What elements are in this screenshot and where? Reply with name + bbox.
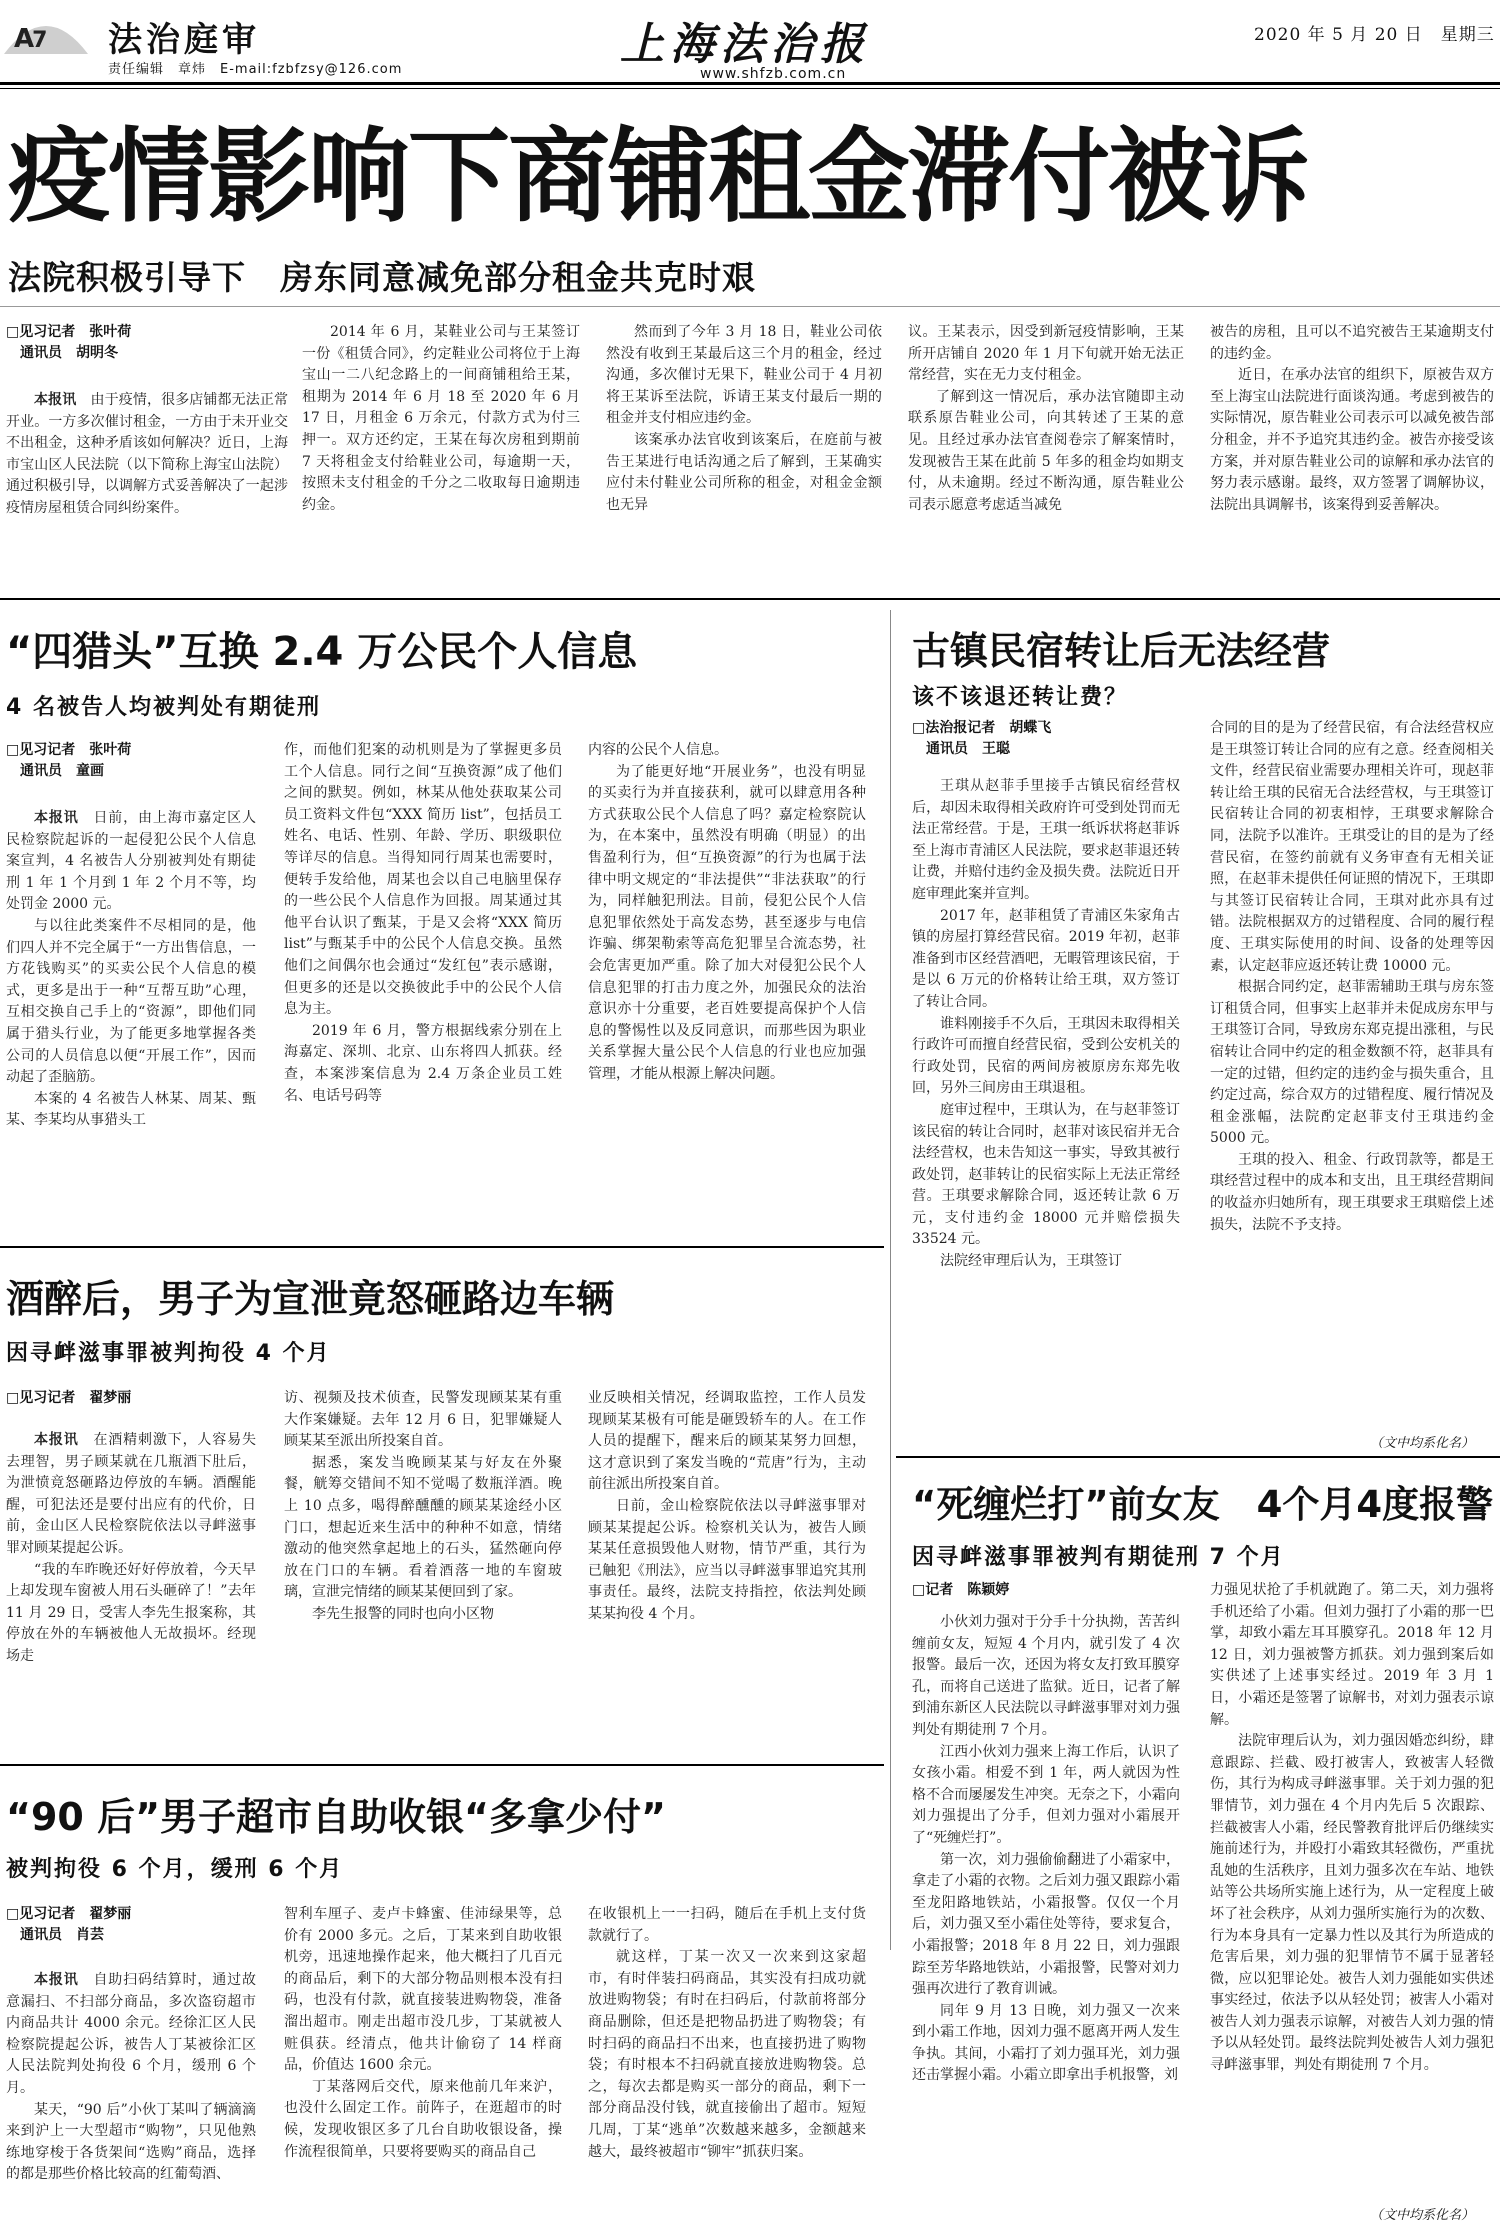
issue-date: 2020 年 5 月 20 日 星期三 [1254,25,1495,45]
story4-headline: 酒醉后，男子为宣泄竟怒砸路边车辆 [6,1277,615,1321]
story5-text-2b: 法院审理后认为，刘力强因婚恋纠纷，肆意跟踪、拦截、殴打被害人，致被害人轻微伤，其行为构成寻衅滋事罪。关于刘力强的犯罪情节，刘力强在 4 个月内先后 5 次跟踪、拦截被害人小霜，经民警教育批评后仍继续实施前述行为，并殴打小霜致其轻微伤，严重扰乱她的生活秩序，且刘力强多次在车站、地铁站等公共场所实施上述行为，从一定程度上破坏了社会秩序，从刘力强所实施行为的次数、行为本身具有一定暴力性以及其行为所造成的危害后果，刘力强的犯罪情节不属于显著轻微，应以犯罪论处。被告人刘力强能如实供述事实经过，依法予以从轻处罚；被害人小霜对被告人刘力强表示谅解，对被告人刘力强的情予以从轻处罚。最终法院判处被告人刘力强犯寻衅滋事罪，判处有期徒刑 7 个月。 [1210,1733,1494,2074]
story3-text-1e: 法院经审理后认为，王琪签订 [940,1253,1122,1270]
page-digit: 7 [32,28,46,53]
story2-column-1 [6,808,256,1230]
story4-reporter: □见习记者 翟梦丽 [6,1390,132,1406]
story1-headline: 疫情影响下商铺租金滞付被诉 [8,118,1308,237]
section-divider-4 [0,1764,884,1766]
story4-text-1a: 在酒精刺激下，人容易失去理智，男子顾某就在几瓶酒下肚后，为泄愤竟怒砸路边停放的车辆。酒醒能醒，可犯法还是要付出应有的代价，日前，金山区人民检察院依法以寻衅滋事罪对顾某提起公诉。 [6,1432,256,1556]
newspaper-logo: 上海法治报 [620,19,870,70]
story4-text-3b: 日前，金山检察院依法以寻衅滋事罪对顾某某提起公诉。检察机关认为，被告人顾某某任意损毁他人财物，情节严重，其行为已触犯《刑法》，应当以寻衅滋事罪追究其刑事责任。最终，法院支持指控，依法判处顾某某拘役 4 个月。 [588,1497,866,1622]
story1-text-5a: 被告的房租，且可以不追究被告王某逾期支付的违约金。 [1210,324,1494,362]
story2-column-2 [284,740,562,1230]
story1-rule [0,306,1500,307]
story4-subheadline: 因寻衅滋事罪被判拘役 4 个月 [6,1341,331,1366]
story2-text-1c: 本案的 4 名被告人林某、周某、甄某、李某均从事猎头工 [6,1090,256,1129]
story4-lead: 本报讯 [34,1432,79,1448]
masthead-rule-thin [0,88,1500,89]
story6-subheadline: 被判拘役 6 个月，缓刑 6 个月 [6,1857,344,1882]
story6-text-3a: 在收银机上一一扫码，随后在手机上支付货款就行了。 [588,1906,866,1944]
story3-text-1d: 庭审过程中，王琪认为，在与赵菲签订该民宿的转让合同时，赵菲对该民宿并无合法经营权，也未告知这一事实，导致其被行政处罚，赵菲转让的民宿实际上无法正常经营。王琪要求解除合同，返还转让款 6 万元，支付违约金 18000 元并赔偿损失 33524 元。 [912,1101,1180,1248]
story3-text-2b: 根据合同约定，赵菲需辅助王琪与房东签订租赁合同，但事实上赵菲并未促成房东甲与王琪签订合同，导致房东郑克提出涨租，与民宿转让合同中约定的租金数额不符，赵菲具有一定的过错，但约定的违约金与损失重合，且约定过高，综合双方的过错程度、履行情况及租金涨幅，法院酌定赵菲支付王琪违约金 5000 元。 [1210,979,1494,1147]
story6-text-2a: 智利车厘子、麦卢卡蜂蜜、佳沛绿果等，总价有 2000 多元。之后，丁某来到自助收银机旁，迅速地操作起来，他大概扫了几百元的商品后，剩下的大部分物品则根本没有扫码，也没有付款，就直接装进购物袋，准备溜出超市。刚走出超市没几步，丁某就被人赃俱获。经清点，他共计偷窃了 14 样商品，价值达 1600 余元。 [284,1906,562,2074]
masthead-rule [0,82,1500,85]
story1-column-5 [1210,322,1494,580]
story5-headline: “死缠烂打”前女友 4个月4度报警 [912,1483,1494,1526]
story1-column-4 [908,322,1184,580]
story6-column-3 [588,1904,866,2226]
story4-column-2 [284,1388,562,1748]
story4-text-1b: “我的车昨晚还好好停放着，今天早上却发现车窗被人用石头砸碎了！”去年 11 月 29 日，受害人李先生报案称，其停放在外的车辆被他人无故损坏。经现场走 [6,1561,256,1664]
story5-text-1c: 第一次，刘力强偷偷翻进了小霜家中，拿走了小霜的衣物。之后刘力强又跟踪小霜至龙阳路地铁站，小霜报警。仅仅一个月后，刘力强又至小霜住处等待，要求复合，小霜报警；2018 年 8 月 22 日，刘力强跟踪至芳华路地铁站，小霜报警，民警对刘力强再次进行了教育训诫。 [912,1851,1180,1998]
story3-text-1b: 2017 年，赵菲租赁了青浦区朱家角古镇的房屋打算经营民宿。2019 年初，赵菲准备到市区经营酒吧，无暇管理该民宿，于是以 6 万元的价格转让给王琪，双方签订了转让合同。 [912,907,1180,1010]
story6-text-2b: 丁某落网后交代，原来他前几年来沪，也没什么固定工作。前阵子，在逛超市的时候，发现收银区多了几台自助收银设备，操作流程很简单，只要将要购买的商品自己 [284,2078,562,2160]
column-divider-right [890,610,891,1950]
story3-pseudonym-note: （文中均系化名） [1370,1436,1475,1451]
story1-column-3 [606,322,882,580]
story4-text-2c: 李先生报警的同时也向小区物 [312,1605,494,1622]
story2-text-2a: 作，而他们犯案的动机则是为了掌握更多员工个人信息。同行之间“互换资源”成了他们之间的默契。例如，林某从他处获取某公司员工资料文件包“XXX 简历 list”，包括员工姓名、电话、性别、年龄、学历、职级职位等详尽的信息。当得知同行周某也需要时，便转手发给他，周某也会以自己电脑里保存的一些公民个人信息作为回报。周某通过其他平台认识了甄某，于是又会将“XXX 简历 list”与甄某手中的公民个人信息交换。虽然他们之间偶尔也会通过“发红包”表示感谢，但更多的还是以交换彼此手中的公民个人信息为主。 [284,742,562,1018]
story5-text-2a: 力强见状抢了手机就跑了。第二天，刘力强将手机还给了小霜。但刘力强打了小霜的那一巴掌，却致小霜左耳耳膜穿孔。2018 年 12 月 12 日，刘力强被警方抓获。刘力强到案后如实供述了上述事实经过。2019 年 3 月 1 日，小霜还是签署了谅解书，对刘力强表示谅解。 [1210,1582,1494,1728]
story3-headline: 古镇民宿转让后无法经营 [912,629,1331,673]
story4-text-2b: 据悉，案发当晚顾某某与好友在外聚餐，觥筹交错间不知不觉喝了数瓶洋酒。晚上 10 点多，喝得醉醺醺的顾某某途经小区门口，想起近来生活中的种种不如意，情绪激动的他突然拿起地上的石头，猛然砸向停放在门口的车辆。看着酒落一地的车窗玻璃，宣泄完情绪的顾某某便回到了家。 [284,1454,562,1601]
story2-text-3b: 为了能更好地“开展业务”，也没有明显的买卖行为并直接获利，就可以肆意用各种方式获取公民个人信息了吗？嘉定检察院认为，在本案中，虽然没有明确（明显）的出售盈利行为，但“互换资源”的行为也属于法律中明文规定的“非法提供”“非法获取”的行为，同样触犯刑法。目前，侵犯公民个人信息犯罪依然处于高发态势，甚至逐步与电信诈骗、绑架勒索等高危犯罪呈合流态势，社会危害更加严重。除了加大对侵犯公民个人信息犯罪的打击力度之外，加强民众的法治意识亦十分重要，老百姓要提高保护个人信息的警惕性以及反同意识，而那些因为职业关系掌握大量公民个人信息的行业也应加强管理，才能从根源上解决问题。 [588,763,866,1082]
story2-text-2b: 2019 年 6 月，警方根据线索分别在上海嘉定、深圳、北京、山东将四人抓获。经查，本案涉案信息为 2.4 万条企业员工姓名、电话号码等 [284,1022,562,1104]
story5-column-1 [912,1612,1180,2226]
section-divider-3 [896,1456,1500,1458]
story4-column-1 [6,1430,256,1748]
story5-text-1b: 江西小伙刘力强来上海工作后，认识了女孩小霜。相爱不到 1 年，两人就因为性格不合而屡屡发生冲突。无奈之下，小霜向刘力强提出了分手，但刘力强对小霜展开了“死缠烂打”。 [912,1743,1180,1846]
story1-subheadline: 法院积极引导下 房东同意减免部分租金共克时艰 [8,258,756,297]
story5-byline [912,1580,1009,1601]
story3-byline [912,718,1051,760]
page-number-badge [0,4,92,60]
story1-column-1 [6,390,288,580]
story1-text-3a: 然而到了今年 3 月 18 日，鞋业公司依然没有收到王某最后这三个月的租金，经过沟通，多次催讨无果下，鞋业公司于 4 月初将王某诉至法院，诉请王某支付最后一期的租金并支付相应违约金。 [606,324,882,427]
story6-headline: “90 后”男子超市自助收银“多拿少付” [6,1795,667,1839]
story1-byline [6,322,131,364]
story4-text-2a: 访、视频及技术侦查，民警发现顾某某有重大作案嫌疑。去年 12 月 6 日，犯罪嫌疑人顾某某至派出所投案自首。 [284,1390,562,1450]
story6-text-3b: 就这样，丁某一次又一次来到这家超市，有时伴装扫码商品，其实没有扫成功就放进购物袋；有时在扫码后，付款前将部分商品删除，但还是把物品扔进了购物袋；有时扫码的商品扫不出来，也直接扔进了购物袋；有时根本不扫码就直接放进购物袋。总之，每次去都是购买一部分的商品，剩下一部分商品没付钱，就直接偷出了超市。短短几周，丁某“逃单”次数越来越多，金额越来越大，最终被超市“铆牢”抓获归案。 [588,1949,866,2160]
story6-column-1 [6,1970,256,2226]
page-number [14,16,45,56]
story3-text-1a: 王琪从赵菲手里接手古镇民宿经营权后，却因未取得相关政府许可受到处罚而无法正常经营。于是，王琪一纸诉状将赵菲诉至上海市青浦区人民法院，要求赵菲退还转让费，并赔付违约金及损失费。法院近日开庭审理此案并宣判。 [912,778,1180,902]
story5-text-1a: 小伙刘力强对于分手十分执拗，苦苦纠缠前女友，短短 4 个月内，就引发了 4 次报警。最后一次，还因为将女友打致耳膜穿孔，而将自己送进了监狱。近日，记者了解到浦东新区人民法院以寻衅滋事罪对刘力强判处有期徒刑 7 个月。 [912,1614,1180,1738]
story1-correspondent: 通讯员 胡明冬 [20,345,118,361]
section-name: 法治庭审 [108,20,260,60]
story3-text-2a: 合同的目的是为了经营民宿，有合法经营权应是王琪签订转让合同的应有之意。经查阅相关文件，经营民宿业需要办理相关许可，现赵菲转让给王琪的民宿无合法经营权，与王琪签订民宿转让合同的初衷相悖，王琪要求解除合同，法院予以准许。王琪受让的目的是为了经营民宿，在签约前就有义务审查有无相关证照，在赵菲未提供任何证照的情况下，王琪即与其签订民宿转让合同，王琪对此亦具有过错。法院根据双方的过错程度、合同的履行程度、王琪实际使用的时间、设备的处理等因素，认定赵菲应返还转让费 10000 元。 [1210,720,1494,974]
story2-reporter: □见习记者 张叶荷 [6,742,132,758]
story1-text-5b: 近日，在承办法官的组织下，原被告双方至上海宝山法院进行面谈沟通。考虑到被告的实际情况，原告鞋业公司表示可以减免被告部分租金，并不予追究其违约金。被告亦接受该方案，并对原告鞋业公司的谅解和承办法官的努力表示感谢。最终，双方签署了调解协议，法院出具调解书，该案得到妥善解决。 [1210,367,1494,513]
story2-lead: 本报讯 [34,810,79,826]
story4-byline [6,1388,131,1409]
section-divider-1 [0,598,1500,600]
story5-reporter: □记者 陈颖婷 [912,1582,1010,1598]
story6-reporter: □见习记者 翟梦丽 [6,1906,132,1922]
story5-column-2 [1210,1580,1494,2198]
website-url[interactable]: www.shfzb.com.cn [700,66,847,82]
story1-column-2 [302,322,580,580]
story3-correspondent: 通讯员 王聪 [926,741,1010,757]
story1-text-2: 2014 年 6 月，某鞋业公司与王某签订一份《租赁合同》，约定鞋业公司将位于上海宝山一二八纪念路上的一间商铺租给王某，租期为 2014 年 6 月 18 至 2020 年 6 月 17 日，月租金 6 万余元，付款方式为付三押一。双方还约定，王某在每次房租到期前 7 天将租金支付给鞋业公司，每逾期一天，按照未支付租金的千分之二收取每日逾期违约金。 [302,324,580,513]
story2-correspondent: 通讯员 童画 [20,763,104,779]
story2-subheadline: 4 名被告人均被判处有期徒刑 [6,695,321,720]
story3-column-2 [1210,718,1494,1426]
story6-byline [6,1904,131,1946]
page-letter: A [14,24,33,54]
story3-subheadline: 该不该退还转让费？ [912,685,1129,710]
story3-column-1 [912,776,1180,1452]
story5-text-1d: 同年 9 月 13 日晚，刘力强又一次来到小霜工作地，因刘力强不愿离开两人发生争执。其间，小霜打了刘力强耳光，刘力强还击掌握小霜。小霜立即拿出手机报警，刘 [912,2002,1180,2084]
story1-text-4b: 了解到这一情况后，承办法官随即主动联系原告鞋业公司，向其转述了王某的意见。且经过承办法官查阅卷宗了解案情时，发现被告王某在此前 5 年多的租金均如期支付，从未逾期。经过不断沟通，原告鞋业公司表示愿意考虑适当减免 [908,388,1184,513]
story3-text-1c: 谁料刚接手不久后，王琪因未取得相关行政许可而擅自经营民宿，受到公安机关的行政处罚，民宿的两间房被原房东郑先收回，另外三间房由王琪退租。 [912,1015,1180,1097]
story1-reporter: □见习记者 张叶荷 [6,324,132,340]
story2-headline: “四猎头”互换 2.4 万公民个人信息 [6,629,638,675]
story2-text-1b: 与以往此类案件不尽相同的是，他们四人并不完全属于“一方出售信息，一方花钱购买”的买卖公民个人信息的模式，更多是出于一种“互帮互助”心理，互相交换自己手上的“资源”，即他们同属于猎头行业，为了能更多地掌握各类公司的人员信息以便“开展工作”，因而动起了歪脑筋。 [6,917,256,1086]
story4-column-3 [588,1388,866,1748]
section-divider-2 [0,1246,884,1248]
story3-text-2c: 王琪的投入、租金、行政罚款等，都是王琪经营过程中的成本和支出，且王琪经营期间的收益亦归她所有，现王琪要求王琪赔偿上述损失，法院不予支持。 [1210,1151,1494,1233]
story3-reporter: □法治报记者 胡蝶飞 [912,720,1052,736]
story2-text-1a: 日前，由上海市嘉定区人民检察院起诉的一起侵犯公民个人信息案宣判，4 名被告人分别被判处有期徒刑 1 年 1 个月到 1 年 2 个月不等，均处罚金 2000 元。 [6,810,256,913]
editor-info: 责任编辑 章炜 E-mail:fzbfzsy@126.com [108,62,403,77]
story1-lead: 本报讯 [34,392,77,408]
story4-text-3a: 业反映相关情况，经调取监控，工作人员发现顾某某极有可能是砸毁轿车的人。在工作人员的提醒下，醒来后的顾某某努力回想，这才意识到了案发当晚的“荒唐”行为，主动前往派出所投案自首。 [588,1390,866,1493]
story5-pseudonym-note: （文中均系化名） [1370,2208,1475,2223]
story6-lead: 本报讯 [34,1972,79,1988]
story1-text-1: 由于疫情，很多店铺都无法正常开业。一方多次催讨租金，一方由于未开业交不出租金，这种矛盾该如何解决？近日，上海市宝山区人民法院（以下简称上海宝山法院）通过积极引导，以调解方式妥善解决了一起涉疫情房屋租赁合同纠纷案件。 [6,392,288,516]
story2-column-3 [588,740,866,1230]
story6-text-1b: 某天，“90 后”小伙丁某叫了辆滴滴来到沪上一大型超市“购物”，只见他熟练地穿梭于各货架间“选购”商品，选择的都是那些价格比较高的红葡萄酒、 [6,2101,256,2183]
story6-correspondent: 通讯员 肖芸 [20,1927,104,1943]
story2-text-3a: 内容的公民个人信息。 [588,742,728,758]
story1-text-3b: 该案承办法官收到该案后，在庭前与被告王某进行电话沟通之后了解到，王某确实应付未付鞋业公司所称的租金，对租金金额也无异 [606,431,882,513]
story6-column-2 [284,1904,562,2226]
story2-byline [6,740,131,782]
story5-subheadline: 因寻衅滋事罪被判有期徒刑 7 个月 [912,1545,1285,1570]
story6-text-1a: 自助扫码结算时，通过故意漏扫、不扫部分商品，多次盗窃超市内商品共计 4000 余元。经徐汇区人民检察院提起公诉，被告人丁某被徐汇区人民法院判处拘役 6 个月，缓刑 6 个月。 [6,1972,256,2096]
story1-text-4a: 议。王某表示，因受到新冠疫情影响，王某所开店铺自 2020 年 1 月下旬就开始无法正常经营，实在无力支付租金。 [908,324,1184,384]
